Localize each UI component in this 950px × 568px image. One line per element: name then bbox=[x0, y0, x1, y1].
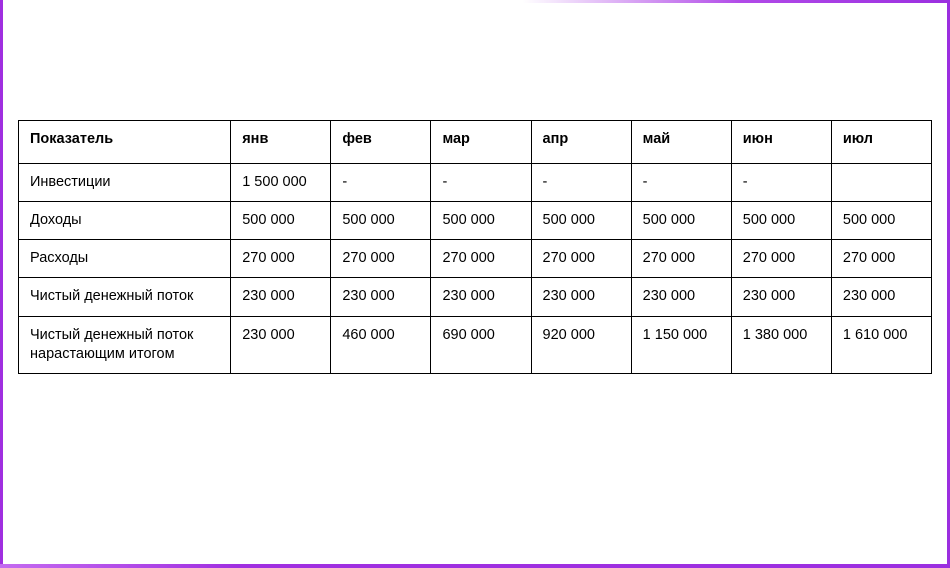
table-row bbox=[19, 240, 932, 278]
cell-net-cash-flow-jul: 230 000 bbox=[831, 278, 931, 316]
cell-expenses-mar: 270 000 bbox=[431, 240, 531, 278]
cell-income-mar: 500 000 bbox=[431, 202, 531, 240]
cell-investments-mar: - bbox=[431, 164, 531, 202]
cell-net-cash-flow-jan: 230 000 bbox=[231, 278, 331, 316]
cell-expenses-apr: 270 000 bbox=[531, 240, 631, 278]
row-label-cumulative-net-cash-flow: Чистый денежный поток нарастающим итогом bbox=[19, 316, 231, 373]
table-row bbox=[19, 164, 932, 202]
column-header-jan: янв bbox=[231, 121, 331, 164]
cell-expenses-may: 270 000 bbox=[631, 240, 731, 278]
cell-cumulative-feb: 460 000 bbox=[331, 316, 431, 373]
cell-cumulative-apr: 920 000 bbox=[531, 316, 631, 373]
frame-bottom-accent bbox=[0, 564, 950, 568]
cell-net-cash-flow-may: 230 000 bbox=[631, 278, 731, 316]
column-header-jun: июн bbox=[731, 121, 831, 164]
cell-expenses-jun: 270 000 bbox=[731, 240, 831, 278]
column-header-feb: фев bbox=[331, 121, 431, 164]
cell-cumulative-jul: 1 610 000 bbox=[831, 316, 931, 373]
cash-flow-table bbox=[18, 120, 932, 374]
cell-net-cash-flow-jun: 230 000 bbox=[731, 278, 831, 316]
column-header-apr: апр bbox=[531, 121, 631, 164]
column-header-may: май bbox=[631, 121, 731, 164]
column-header-jul: июл bbox=[831, 121, 931, 164]
row-label-expenses: Расходы bbox=[19, 240, 231, 278]
cell-expenses-jan: 270 000 bbox=[231, 240, 331, 278]
cell-investments-may: - bbox=[631, 164, 731, 202]
cell-expenses-feb: 270 000 bbox=[331, 240, 431, 278]
cell-cumulative-may: 1 150 000 bbox=[631, 316, 731, 373]
cell-income-apr: 500 000 bbox=[531, 202, 631, 240]
table-container bbox=[18, 120, 932, 374]
cell-cumulative-jan: 230 000 bbox=[231, 316, 331, 373]
cell-income-feb: 500 000 bbox=[331, 202, 431, 240]
table-row bbox=[19, 202, 932, 240]
cell-income-jul: 500 000 bbox=[831, 202, 931, 240]
table-row bbox=[19, 316, 932, 373]
cell-expenses-jul: 270 000 bbox=[831, 240, 931, 278]
cell-net-cash-flow-feb: 230 000 bbox=[331, 278, 431, 316]
cell-investments-feb: - bbox=[331, 164, 431, 202]
cell-investments-jul bbox=[831, 164, 931, 202]
table-row bbox=[19, 278, 932, 316]
cell-net-cash-flow-apr: 230 000 bbox=[531, 278, 631, 316]
cell-investments-jan: 1 500 000 bbox=[231, 164, 331, 202]
table-header-row bbox=[19, 121, 932, 164]
cell-cumulative-mar: 690 000 bbox=[431, 316, 531, 373]
cell-cumulative-jun: 1 380 000 bbox=[731, 316, 831, 373]
row-label-income: Доходы bbox=[19, 202, 231, 240]
row-label-net-cash-flow: Чистый денежный поток bbox=[19, 278, 231, 316]
cell-income-may: 500 000 bbox=[631, 202, 731, 240]
cell-investments-apr: - bbox=[531, 164, 631, 202]
cell-net-cash-flow-mar: 230 000 bbox=[431, 278, 531, 316]
cell-income-jun: 500 000 bbox=[731, 202, 831, 240]
column-header-indicator: Показатель bbox=[19, 121, 231, 164]
column-header-mar: мар bbox=[431, 121, 531, 164]
cell-investments-jun: - bbox=[731, 164, 831, 202]
cell-income-jan: 500 000 bbox=[231, 202, 331, 240]
row-label-investments: Инвестиции bbox=[19, 164, 231, 202]
frame-top-accent bbox=[0, 0, 950, 3]
